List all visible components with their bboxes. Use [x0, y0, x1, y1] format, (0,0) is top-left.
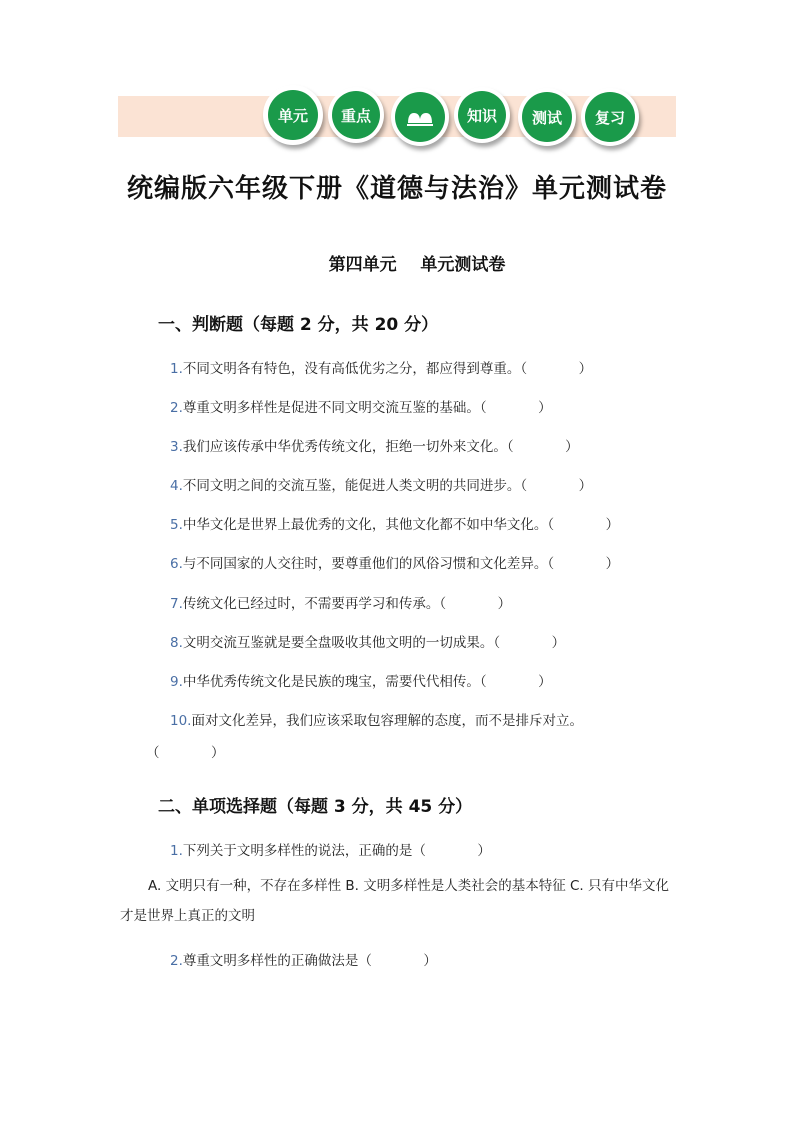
question-number: 1. — [170, 843, 183, 859]
question-text: 中华优秀传统文化是民族的瑰宝，需要代代相传。（ ） — [182, 674, 552, 690]
question-text: 下列关于文明多样性的说法，正确的是（ ） — [182, 843, 491, 859]
question-number: 8. — [170, 635, 183, 651]
question-item — [170, 357, 592, 377]
question-number: 2. — [170, 953, 183, 969]
question-number: 5. — [170, 517, 183, 533]
question-options: A. 文明只有一种，不存在多样性 B. 文明多样性是人类社会的基本特征 C. 只有中华文化才是世界上真正的文明 — [120, 878, 670, 924]
question-number: 10. — [170, 713, 192, 729]
question-item — [170, 552, 619, 572]
document-subtitle: 第四单元 单元测试卷 — [328, 255, 506, 275]
question-text: 不同文明各有特色，没有高低优劣之分，都应得到尊重。（ ） — [182, 361, 593, 377]
section-heading-true-false: 一、判断题（每题 2 分，共 20 分） — [158, 315, 439, 335]
question-text: 中华文化是世界上最优秀的文化，其他文化都不如中华文化。（ ） — [182, 517, 620, 533]
badge-knowledge-label: 知识 — [466, 106, 497, 125]
question-item — [170, 670, 552, 690]
question-item — [170, 949, 437, 969]
badge-test-label: 测试 — [531, 108, 562, 127]
question-number: 7. — [170, 596, 183, 612]
question-item — [170, 592, 511, 612]
question-item — [170, 709, 583, 729]
badge-review-label: 复习 — [594, 108, 625, 127]
badge-review — [581, 88, 639, 146]
document-title: 统编版六年级下册《道德与法治》单元测试卷 — [126, 174, 667, 204]
question-number: 9. — [170, 674, 183, 690]
badge-knowledge — [454, 87, 510, 143]
question-text: 与不同国家的人交往时，要尊重他们的风俗习惯和文化差异。（ ） — [182, 556, 620, 572]
badge-book-icon — [391, 88, 449, 146]
question-item — [170, 631, 565, 651]
section-heading-single-choice: 二、单项选择题（每题 3 分，共 45 分） — [158, 797, 473, 817]
question-text: 文明交流互鉴就是要全盘吸收其他文明的一切成果。（ ） — [182, 635, 566, 651]
question-number: 6. — [170, 556, 183, 572]
badge-unit-label: 单元 — [277, 106, 308, 125]
question-item — [170, 474, 592, 494]
badge-key-label: 重点 — [340, 106, 371, 125]
question-item — [170, 396, 552, 416]
question-number: 1. — [170, 361, 183, 377]
question-answer-blank: （ ） — [146, 745, 225, 761]
question-item — [170, 513, 619, 533]
question-text: 我们应该传承中华优秀传统文化，拒绝一切外来文化。（ ） — [182, 439, 579, 455]
question-text: 尊重文明多样性的正确做法是（ ） — [182, 953, 437, 969]
question-item — [170, 435, 579, 455]
question-text: 不同文明之间的交流互鉴，能促进人类文明的共同进步。（ ） — [182, 478, 593, 494]
badge-test — [518, 88, 576, 146]
open-book-icon — [406, 107, 434, 127]
question-text: 面对文化差异，我们应该采取包容理解的态度，而不是排斥对立。 — [191, 713, 583, 729]
question-text: 尊重文明多样性是促进不同文明交流互鉴的基础。（ ） — [182, 400, 552, 416]
question-number: 2. — [170, 400, 183, 416]
badge-unit — [263, 85, 323, 145]
question-item — [170, 839, 491, 859]
question-number: 3. — [170, 439, 183, 455]
badge-key — [328, 87, 384, 143]
question-text: 传统文化已经过时，不需要再学习和传承。（ ） — [182, 596, 512, 612]
question-number: 4. — [170, 478, 183, 494]
